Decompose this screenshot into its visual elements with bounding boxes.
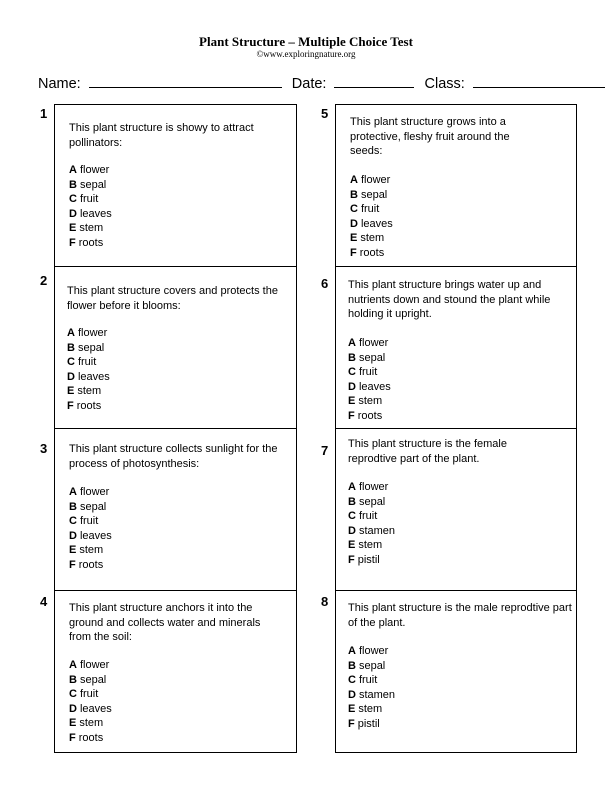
- class-label: Class:: [424, 76, 465, 92]
- answer-option[interactable]: E stem: [348, 539, 383, 551]
- answer-option[interactable]: C fruit: [69, 193, 99, 205]
- answer-option[interactable]: F roots: [69, 558, 104, 571]
- answer-option[interactable]: A flower: [348, 481, 389, 493]
- answer-option[interactable]: A flower: [67, 327, 108, 339]
- question-box: [54, 266, 297, 430]
- question-number: 3: [40, 441, 48, 456]
- class-field[interactable]: [473, 75, 605, 88]
- question-number: 2: [40, 273, 48, 288]
- answer-option[interactable]: D leaves: [69, 207, 112, 220]
- question-number: 7: [321, 443, 329, 458]
- answer-option[interactable]: D stamen: [348, 524, 396, 537]
- answer-option[interactable]: F pistil: [348, 717, 380, 730]
- answer-option[interactable]: A flower: [348, 645, 389, 657]
- answer-option[interactable]: F roots: [67, 399, 102, 412]
- answer-option[interactable]: E stem: [67, 385, 102, 397]
- question-number: 4: [40, 594, 48, 609]
- answer-option[interactable]: B sepal: [69, 500, 107, 513]
- name-label: Name:: [38, 76, 81, 92]
- question-prompt: This plant structure is showy to attract pollinators:: [69, 122, 254, 149]
- answer-option[interactable]: F roots: [350, 246, 385, 259]
- question-box: [335, 104, 577, 268]
- question-box: [335, 266, 577, 430]
- answer-option[interactable]: C fruit: [69, 688, 99, 700]
- answer-option[interactable]: C fruit: [350, 203, 380, 215]
- question-box: [335, 590, 577, 753]
- answer-option[interactable]: E stem: [69, 544, 104, 556]
- date-field[interactable]: [334, 75, 414, 88]
- answer-option[interactable]: E stem: [348, 703, 383, 715]
- question-prompt: This plant structure collects sunlight for the process of photosynthesis:: [69, 443, 278, 470]
- answer-option[interactable]: F pistil: [348, 553, 380, 566]
- answer-option[interactable]: C fruit: [67, 356, 97, 368]
- answer-option[interactable]: E stem: [69, 222, 104, 234]
- answer-option[interactable]: B sepal: [69, 673, 107, 686]
- answer-option[interactable]: F roots: [69, 236, 104, 249]
- answer-option[interactable]: D stamen: [348, 688, 396, 701]
- answer-option[interactable]: B sepal: [350, 188, 388, 201]
- name-field[interactable]: [89, 75, 282, 88]
- answer-option[interactable]: C fruit: [348, 674, 378, 686]
- answer-option[interactable]: D leaves: [67, 370, 110, 383]
- question-prompt: This plant structure anchors it into the ground and collects water and minerals from the soil:: [69, 602, 261, 643]
- answer-option[interactable]: B sepal: [348, 495, 386, 508]
- answer-option[interactable]: D leaves: [69, 702, 112, 715]
- question-prompt: This plant structure brings water up and nutrients down and stound the plant while holding it upright.: [348, 279, 551, 320]
- answer-option[interactable]: A flower: [350, 174, 391, 186]
- question-number: 6: [321, 276, 329, 291]
- answer-option[interactable]: B sepal: [67, 341, 105, 354]
- answer-option[interactable]: C fruit: [348, 366, 378, 378]
- question-box: [335, 428, 577, 592]
- options-list: [348, 644, 395, 731]
- answer-option[interactable]: D leaves: [350, 217, 393, 230]
- date-label: Date:: [291, 76, 327, 92]
- question-number: 1: [40, 106, 48, 121]
- answer-option[interactable]: E stem: [350, 232, 385, 244]
- options-list: [69, 163, 112, 250]
- question-box: [54, 590, 297, 753]
- question-number: 8: [321, 594, 329, 609]
- options-list: [69, 485, 112, 572]
- answer-option[interactable]: B sepal: [69, 178, 107, 191]
- question-box: [54, 428, 297, 592]
- question-prompt: This plant structure is the male reprodtive part of the plant.: [348, 602, 572, 629]
- answer-option[interactable]: E stem: [348, 395, 383, 407]
- options-list: [348, 336, 391, 423]
- question-prompt: This plant structure covers and protects the flower before it blooms:: [67, 285, 278, 312]
- answer-option[interactable]: F roots: [348, 409, 383, 422]
- answer-option[interactable]: F roots: [69, 731, 104, 744]
- question-box: [54, 104, 297, 268]
- options-list: [67, 326, 110, 413]
- answer-option[interactable]: A flower: [348, 337, 389, 349]
- answer-option[interactable]: E stem: [69, 717, 104, 729]
- student-info-row: [38, 75, 583, 92]
- answer-option[interactable]: D leaves: [69, 529, 112, 542]
- question-prompt: This plant structure is the female reprodtive part of the plant.: [348, 438, 507, 465]
- question-number: 5: [321, 106, 329, 121]
- options-list: [350, 173, 393, 260]
- answer-option[interactable]: C fruit: [348, 510, 378, 522]
- options-list: [69, 658, 112, 745]
- page-subtitle: ©www.exploringnature.org: [256, 49, 356, 59]
- answer-option[interactable]: A flower: [69, 486, 110, 498]
- answer-option[interactable]: B sepal: [348, 659, 386, 672]
- answer-option[interactable]: C fruit: [69, 515, 99, 527]
- answer-option[interactable]: A flower: [69, 659, 110, 671]
- question-prompt: This plant structure grows into a protective, fleshy fruit around the seeds:: [350, 116, 510, 157]
- answer-option[interactable]: B sepal: [348, 351, 386, 364]
- options-list: [348, 480, 395, 567]
- page-title: Plant Structure – Multiple Choice Test: [199, 34, 413, 49]
- answer-option[interactable]: A flower: [69, 164, 110, 176]
- answer-option[interactable]: D leaves: [348, 380, 391, 393]
